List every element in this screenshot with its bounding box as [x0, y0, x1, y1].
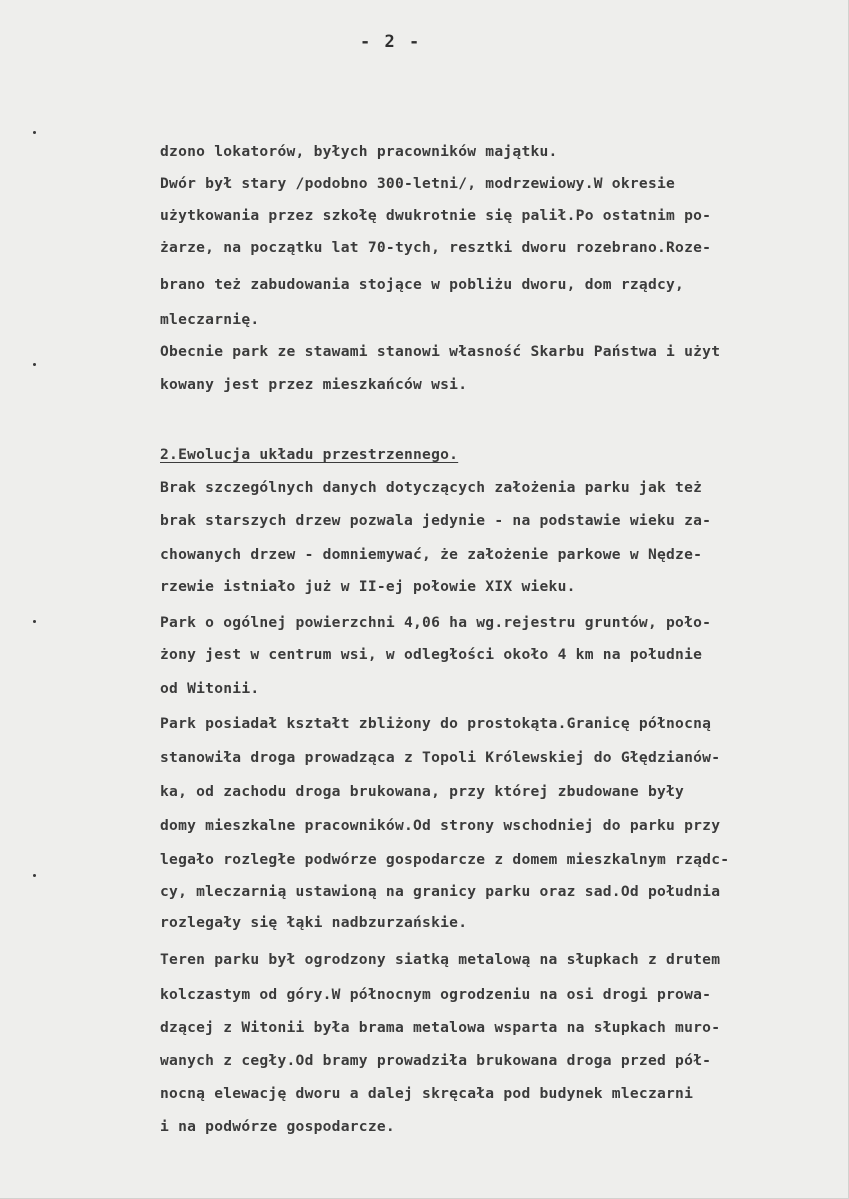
text-line: Park posiadał kształt zbliżony do prostokąta.Granicę północną — [160, 715, 712, 732]
text-line: dzącej z Witonii była brama metalowa wsparta na słupkach muro- — [160, 1019, 721, 1036]
text-line: wanych z cegły.Od bramy prowadziła brukowana droga przed pół- — [160, 1052, 712, 1069]
text-line: mleczarnię. — [160, 311, 260, 328]
section-heading: 2.Ewolucja układu przestrzennego. — [160, 446, 459, 463]
text-line: Dwór był stary /podobno 300-letni/, modrzewiowy.W okresie — [160, 175, 676, 192]
text-line: legało rozległe podwórze gospodarcze z domem mieszkalnym rządc- — [160, 851, 730, 868]
text-line: ka, od zachodu droga brukowana, przy której zbudowane były — [160, 783, 685, 800]
text-line: Park o ogólnej powierzchni 4,06 ha wg.rejestru gruntów, poło- — [160, 614, 712, 631]
margin-mark — [33, 874, 36, 877]
page-number: - 2 - — [360, 32, 422, 52]
margin-mark — [33, 131, 36, 134]
text-line: od Witonii. — [160, 680, 260, 697]
text-line: Teren parku był ogrodzony siatką metalową na słupkach z drutem — [160, 951, 721, 968]
text-line: dzono lokatorów, byłych pracowników majątku. — [160, 143, 558, 160]
text-line: kowany jest przez mieszkańców wsi. — [160, 376, 468, 393]
text-line: rozlegały się łąki nadbzurzańskie. — [160, 914, 468, 931]
text-line: brano też zabudowania stojące w pobliżu dworu, dom rządcy, — [160, 276, 685, 293]
text-line: Brak szczególnych danych dotyczących założenia parku jak też — [160, 479, 703, 496]
text-line: żarze, na początku lat 70-tych, resztki dworu rozebrano.Roze- — [160, 239, 712, 256]
text-line: i na podwórze gospodarcze. — [160, 1118, 395, 1135]
text-line: rzewie istniało już w II-ej połowie XIX wieku. — [160, 578, 576, 595]
text-line: chowanych drzew - domniemywać, że założenie parkowe w Nędze- — [160, 546, 703, 563]
text-line: żony jest w centrum wsi, w odległości około 4 km na południe — [160, 646, 703, 663]
text-line: nocną elewację dworu a dalej skręcała pod budynek mleczarni — [160, 1085, 694, 1102]
text-line: Obecnie park ze stawami stanowi własność Skarbu Państwa i użyt — [160, 343, 721, 360]
text-line: kolczastym od góry.W północnym ogrodzeniu na osi drogi prowa- — [160, 986, 712, 1003]
text-line: cy, mleczarnią ustawioną na granicy parku oraz sad.Od południa — [160, 883, 721, 900]
text-line: stanowiła droga prowadząca z Topoli Królewskiej do Głędzianów- — [160, 749, 721, 766]
margin-mark — [33, 620, 36, 623]
text-line: domy mieszkalne pracowników.Od strony wschodniej do parku przy — [160, 817, 721, 834]
margin-mark — [33, 363, 36, 366]
text-line: użytkowania przez szkołę dwukrotnie się palił.Po ostatnim po- — [160, 207, 712, 224]
text-line: brak starszych drzew pozwala jedynie - na podstawie wieku za- — [160, 512, 712, 529]
